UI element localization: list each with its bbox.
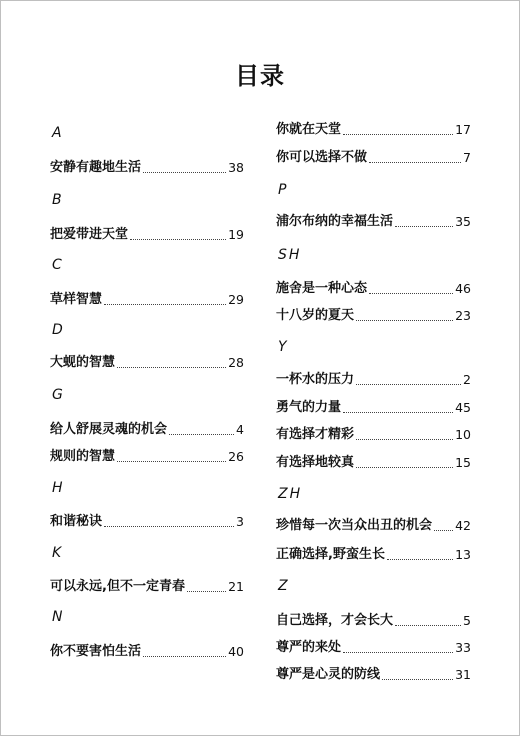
- section-letter: A: [52, 125, 64, 141]
- toc-entry-page: 45: [455, 400, 471, 415]
- toc-entry[interactable]: [276, 212, 471, 232]
- toc-entry-page: 35: [455, 214, 471, 229]
- section-letter: G: [52, 387, 65, 403]
- toc-entry[interactable]: [50, 225, 244, 245]
- toc-entry-page: 17: [455, 122, 471, 137]
- dot-leader: [395, 625, 461, 626]
- toc-entry-page: 26: [228, 449, 244, 464]
- section-letter: C: [52, 257, 64, 273]
- toc-entry-page: 42: [455, 518, 471, 533]
- toc-entry-title: 自己选择，才会长大: [276, 613, 394, 628]
- toc-entry[interactable]: [50, 577, 244, 597]
- toc-entry-title: 大蚬的智慧: [50, 355, 116, 370]
- toc-entry[interactable]: [50, 447, 244, 467]
- toc-entry-page: 3: [236, 514, 244, 529]
- dot-leader: [369, 162, 461, 163]
- toc-entry-title: 规则的智慧: [50, 449, 116, 464]
- toc-entry-page: 40: [228, 644, 244, 659]
- toc-entry-page: 15: [455, 455, 471, 470]
- section-letter: P: [278, 182, 289, 198]
- dot-leader: [117, 367, 226, 368]
- toc-entry-page: 31: [455, 667, 471, 682]
- section-letter: ZH: [278, 486, 303, 502]
- toc-entry[interactable]: [276, 279, 471, 299]
- toc-entry-title: 安静有趣地生活: [50, 160, 142, 175]
- toc-entry[interactable]: [276, 638, 471, 658]
- toc-entry-page: 2: [463, 372, 471, 387]
- dot-leader: [343, 652, 453, 653]
- toc-entry[interactable]: [276, 306, 471, 326]
- toc-entry-page: 38: [228, 160, 244, 175]
- dot-leader: [395, 226, 453, 227]
- toc-entry-page: 19: [228, 227, 244, 242]
- toc-entry-title: 有选择才精彩: [276, 427, 355, 442]
- section-letter: N: [52, 609, 65, 625]
- toc-entry-title: 尊严的来处: [276, 640, 342, 655]
- section-letter: K: [52, 545, 64, 561]
- toc-entry-page: 28: [228, 355, 244, 370]
- toc-entry[interactable]: [276, 516, 471, 536]
- dot-leader: [130, 239, 226, 240]
- toc-entry[interactable]: [50, 353, 244, 373]
- toc-entry[interactable]: [276, 425, 471, 445]
- toc-entry-title: 勇气的力量: [276, 400, 342, 415]
- toc-entry-page: 29: [228, 292, 244, 307]
- toc-entry[interactable]: [50, 512, 244, 532]
- toc-entry-title: 有选择地较真: [276, 455, 355, 470]
- toc-entry[interactable]: [50, 290, 244, 310]
- toc-entry-page: 4: [236, 422, 244, 437]
- toc-entry[interactable]: [50, 158, 244, 178]
- toc-entry-title: 你就在天堂: [276, 122, 342, 137]
- toc-entry-page: 10: [455, 427, 471, 442]
- dot-leader: [143, 656, 226, 657]
- dot-leader: [356, 467, 453, 468]
- toc-entry[interactable]: [276, 370, 471, 390]
- dot-leader: [369, 293, 453, 294]
- dot-leader: [356, 439, 453, 440]
- toc-entry-page: 13: [455, 547, 471, 562]
- toc-entry-page: 7: [463, 150, 471, 165]
- dot-leader: [143, 172, 226, 173]
- toc-entry-title: 尊严是心灵的防线: [276, 667, 381, 682]
- dot-leader: [343, 412, 453, 413]
- section-letter: D: [52, 322, 65, 338]
- dot-leader: [169, 434, 234, 435]
- dot-leader: [343, 134, 453, 135]
- dot-leader: [187, 591, 226, 592]
- toc-entry[interactable]: [276, 120, 471, 140]
- dot-leader: [117, 461, 226, 462]
- dot-leader: [356, 384, 461, 385]
- toc-entry-title: 你可以选择不做: [276, 150, 368, 165]
- dot-leader: [434, 530, 453, 531]
- toc-entry-title: 给人舒展灵魂的机会: [50, 422, 168, 437]
- toc-entry-title: 施舍是一种心态: [276, 281, 368, 296]
- toc-entry-title: 珍惜每一次当众出丑的机会: [276, 518, 433, 533]
- section-letter: Y: [278, 339, 289, 355]
- toc-entry-title: 可以永远,但不一定青春: [50, 579, 185, 594]
- section-letter: B: [52, 192, 64, 208]
- toc-entry-page: 33: [455, 640, 471, 655]
- dot-leader: [104, 304, 226, 305]
- section-letter: Z: [278, 578, 290, 594]
- toc-entry-title: 十八岁的夏天: [276, 308, 355, 323]
- dot-leader: [382, 679, 453, 680]
- dot-leader: [104, 526, 234, 527]
- toc-entry-title: 和谐秘诀: [50, 514, 103, 529]
- section-letter: H: [52, 480, 65, 496]
- section-letter: SH: [278, 247, 302, 263]
- toc-entry[interactable]: [276, 611, 471, 631]
- toc-entry-page: 23: [455, 308, 471, 323]
- dot-leader: [356, 320, 453, 321]
- toc-entry[interactable]: [276, 398, 471, 418]
- toc-entry-title: 把爱带进天堂: [50, 227, 129, 242]
- page-title: 目录: [235, 62, 285, 90]
- toc-entry-title: 草样智慧: [50, 292, 103, 307]
- toc-entry[interactable]: [50, 642, 244, 662]
- dot-leader: [387, 559, 453, 560]
- toc-entry[interactable]: [276, 453, 471, 473]
- toc-entry-page: 21: [228, 579, 244, 594]
- toc-entry-page: 5: [463, 613, 471, 628]
- toc-entry[interactable]: [276, 148, 471, 168]
- toc-entry[interactable]: [50, 420, 244, 440]
- toc-entry-title: 浦尔布纳的幸福生活: [276, 214, 394, 229]
- toc-entry-title: 一杯水的压力: [276, 372, 355, 387]
- toc-entry[interactable]: [276, 545, 471, 565]
- toc-entry[interactable]: [276, 665, 471, 685]
- toc-entry-page: 46: [455, 281, 471, 296]
- toc-entry-title: 你不要害怕生活: [50, 644, 142, 659]
- toc-entry-title: 正确选择,野蛮生长: [276, 547, 385, 562]
